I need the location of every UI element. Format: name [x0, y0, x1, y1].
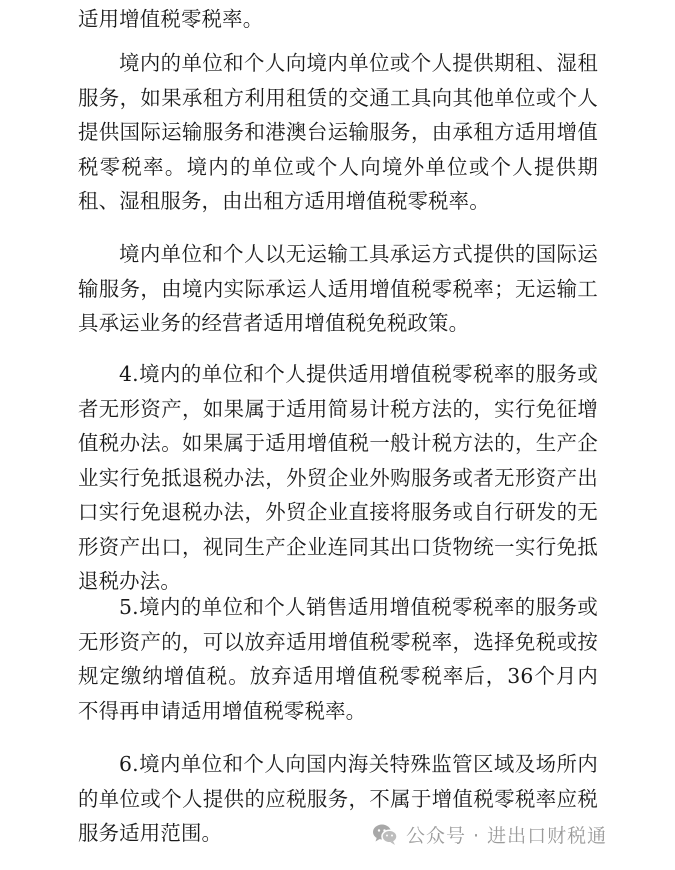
paragraph-item-6: 6.境内单位和个人向国内海关特殊监管区域及场所内的单位或个人提供的应税服务，不属于增值税零税率应税服务适用范围。: [78, 752, 598, 845]
paragraph-lease-services: 境内的单位和个人向境内单位或个人提供期租、湿租服务，如果承租方利用租赁的交通工具向其他单位或个人提供国际运输服务和港澳台运输服务，由承租方适用增值税零税率。境内的单位或个人向境外单位或个人提供期租、湿租服务，由出租方适用增值税零税率。: [78, 51, 598, 213]
watermark: [372, 817, 607, 851]
paragraph-non-vessel-carrier: 境内单位和个人以无运输工具承运方式提供的国际运输服务，由境内实际承运人适用增值税零税率；无运输工具承运业务的经营者适用增值税免税政策。: [78, 242, 598, 335]
paragraph-item-4: 4.境内的单位和个人提供适用增值税零税率的服务或者无形资产，如果属于适用简易计税方法的，实行免征增值税办法。如果属于适用增值税一般计税方法的，生产企业实行免抵退税办法，外贸企业外购服务或者无形资产出口实行免退税办法，外贸企业直接将服务或自行研发的无形资产出口，视同生产企业连同其出口货物统一实行免抵退税办法。: [78, 362, 598, 593]
paragraph-item-5: 5.境内的单位和个人销售适用增值税零税率的服务或无形资产的，可以放弃适用增值税零税率，选择免税或按规定缴纳增值税。放弃适用增值税零税率后，36个月内不得再申请适用增值税零税率。: [78, 595, 598, 723]
watermark-text: 公众号 · 进出口财税通: [406, 824, 608, 847]
paragraph-continuation: 适用增值税零税率。: [78, 7, 264, 31]
wechat-icon: [372, 821, 398, 847]
